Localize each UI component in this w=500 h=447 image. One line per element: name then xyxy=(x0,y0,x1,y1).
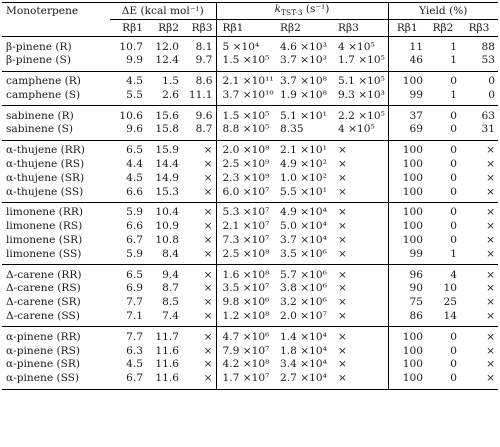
delta-e-r1: 6.5 xyxy=(126,268,143,281)
delta-e-r3: 11.1 xyxy=(188,88,213,101)
yield-r2: 0 xyxy=(450,144,457,157)
k-r3: × xyxy=(338,310,347,323)
k-r1: 4.7 ×10⁶ xyxy=(216,327,274,344)
k-tst-header xyxy=(216,3,388,20)
k-r2: 5.1 ×10¹ xyxy=(280,109,327,122)
k-r3: × xyxy=(338,358,347,371)
yield-r2: 0 xyxy=(450,220,457,233)
yield-r3: × xyxy=(486,234,495,247)
delta-e-r3: × xyxy=(203,220,213,233)
delta-e-r2: 10.9 xyxy=(155,220,179,233)
col-monoterpene-header: Monoterpene xyxy=(6,4,79,17)
delta-e-r2: 15.9 xyxy=(155,144,179,157)
yield-r3: × xyxy=(486,206,495,219)
yield-r2: 0 xyxy=(450,358,457,371)
delta-e-r3: 8.6 xyxy=(195,75,213,88)
monoterpene-name: limonene (SS) xyxy=(6,247,82,260)
monoterpene-name: limonene (RR) xyxy=(6,206,83,219)
yield-r3: × xyxy=(486,144,495,157)
delta-e-r2: 11.7 xyxy=(155,330,179,343)
delta-e-r3: 9.6 xyxy=(195,109,213,122)
k-r3: 1.7 ×10⁵ xyxy=(338,54,385,67)
delta-e-r3: × xyxy=(203,144,213,157)
delta-e-r3: × xyxy=(203,358,213,371)
delta-e-r2: 11.6 xyxy=(155,358,179,371)
delta-e-r1: 9.9 xyxy=(126,54,143,67)
yield-r2: 0 xyxy=(450,234,457,247)
k-r3: 4 ×10⁵ xyxy=(338,123,375,136)
yield-r3: 0 xyxy=(488,75,495,88)
table-row xyxy=(2,265,498,282)
monoterpene-name: Δ-carene (SR) xyxy=(6,296,81,309)
yield-r1: 100 xyxy=(388,203,426,220)
k-r3: × xyxy=(338,220,347,233)
yield-r3: × xyxy=(460,372,498,389)
yield-r2: 25 xyxy=(443,296,457,309)
table-row xyxy=(2,158,498,172)
yield-r2: 0 xyxy=(450,123,457,136)
yield-r3: × xyxy=(486,158,495,171)
k-symbol: k xyxy=(274,3,281,15)
monoterpene-name: β-pinene (S) xyxy=(6,54,71,67)
de-sub1: Rβ1 xyxy=(122,21,143,34)
k-r1: 2.3 ×10⁹ xyxy=(216,171,274,185)
delta-e-r1: 5.5 xyxy=(126,88,143,101)
k-r2: 3.2 ×10⁶ xyxy=(280,296,327,309)
monoterpene-name: α-pinene (RR) xyxy=(6,330,81,343)
k-r3: 5.1 ×10⁵ xyxy=(338,75,385,88)
k-r1: 6.0 ×10⁷ xyxy=(216,185,274,202)
empty-header-cell xyxy=(2,20,110,37)
table-row xyxy=(2,220,498,234)
y-sub1: Rβ1 xyxy=(388,20,426,37)
k-r1: 2.5 ×10⁹ xyxy=(216,158,274,172)
k-sub1: Rβ1 xyxy=(216,20,274,37)
monoterpene-name: camphene (S) xyxy=(6,88,81,101)
yield-r1: 46 xyxy=(388,54,426,71)
k-r1: 3.5 ×10⁷ xyxy=(216,282,274,296)
k-r3: × xyxy=(338,344,347,357)
table-row xyxy=(2,344,498,358)
monoterpene-name: Δ-carene (RR) xyxy=(6,268,82,281)
k-r1: 5 ×10⁴ xyxy=(216,37,274,54)
yield-r3: × xyxy=(486,296,495,309)
delta-e-r3: × xyxy=(203,296,213,309)
monoterpene-name: sabinene (S) xyxy=(6,123,73,136)
k-r1: 5.3 ×10⁷ xyxy=(216,203,274,220)
delta-e-r1: 9.6 xyxy=(126,123,143,136)
delta-e-r2: 15.8 xyxy=(155,123,179,136)
yield-r1: 100 xyxy=(388,372,426,389)
table-row xyxy=(2,372,498,389)
table-row xyxy=(2,358,498,372)
table-row xyxy=(2,296,498,310)
delta-e-r3: 9.7 xyxy=(195,54,213,67)
yield-r2: 10 xyxy=(443,282,457,295)
yield-r2: 1 xyxy=(450,88,457,101)
delta-e-r2: 15.6 xyxy=(155,109,179,122)
delta-e-r2: 8.4 xyxy=(162,247,179,260)
delta-e-r1: 7.7 xyxy=(126,330,143,343)
k-r3: × xyxy=(338,185,347,198)
yield-r3: × xyxy=(486,344,495,357)
k-r2: 1.8 ×10⁴ xyxy=(280,344,327,357)
yield-r1: 100 xyxy=(388,358,426,372)
monoterpene-name: sabinene (R) xyxy=(6,109,74,122)
delta-e-r1: 4.5 xyxy=(126,75,143,88)
delta-e-r1: 6.5 xyxy=(126,144,143,157)
yield-r1: 99 xyxy=(388,247,426,264)
yield-r2: 1 xyxy=(450,247,457,260)
k-r2: 8.35 xyxy=(280,123,304,136)
k-r3: 4 ×10⁵ xyxy=(338,40,375,53)
delta-e-r3: 8.7 xyxy=(195,123,213,136)
yield-r3: × xyxy=(486,171,495,184)
k-r2: 4.9 ×10⁴ xyxy=(280,206,327,219)
yield-r2: 0 xyxy=(450,109,457,122)
yield-r1: 37 xyxy=(388,106,426,123)
delta-e-r1: 6.9 xyxy=(126,282,143,295)
k-r2: 2.1 ×10¹ xyxy=(280,144,327,157)
yield-r3: 53 xyxy=(481,54,495,67)
k-r1: 9.8 ×10⁶ xyxy=(216,296,274,310)
header-row-1 xyxy=(2,3,498,20)
delta-e-r2: 1.5 xyxy=(162,75,179,88)
de-sub2: Rβ2 xyxy=(158,21,179,34)
k-r1: 7.3 ×10⁷ xyxy=(216,234,274,248)
yield-r1: 100 xyxy=(388,220,426,234)
table-row xyxy=(2,203,498,220)
monoterpene-name: α-pinene (SR) xyxy=(6,358,80,371)
delta-e-r1: 10.7 xyxy=(119,40,143,53)
delta-e-r1: 4.4 xyxy=(126,158,143,171)
yield-r2: 4 xyxy=(450,268,457,281)
k-r2: 3.7 ×10⁴ xyxy=(280,234,327,247)
table-row xyxy=(2,247,498,264)
delta-e-r3: × xyxy=(203,344,213,357)
yield-r3: × xyxy=(486,247,495,260)
delta-e-r2: 14.4 xyxy=(155,158,179,171)
k-r1: 2.1 ×10⁷ xyxy=(216,220,274,234)
k-subscript: TST-3 xyxy=(281,8,303,18)
delta-e-r2: 11.6 xyxy=(155,344,179,357)
delta-e-r3: × xyxy=(203,234,213,247)
delta-e-r2: 10.4 xyxy=(155,206,179,219)
table-row xyxy=(2,171,498,185)
monoterpene-name: α-pinene (RS) xyxy=(6,344,80,357)
delta-e-r2: 2.6 xyxy=(162,88,179,101)
delta-e-r3: × xyxy=(203,330,213,343)
delta-e-r1: 6.7 xyxy=(126,234,143,247)
k-r2: 1.4 ×10⁴ xyxy=(280,330,327,343)
k-r2: 5.0 ×10⁴ xyxy=(280,220,327,233)
table-row xyxy=(2,140,498,157)
k-r2: 2.0 ×10⁷ xyxy=(280,310,327,323)
delta-e-r3: × xyxy=(203,206,213,219)
delta-e-r2: 8.7 xyxy=(162,282,179,295)
y-sub2: Rβ2 xyxy=(432,21,454,34)
k-r3: × xyxy=(338,330,347,343)
yield-r2: 14 xyxy=(443,310,457,323)
yield-header xyxy=(388,3,498,20)
yield-r1: 100 xyxy=(388,158,426,172)
yield-r1: 86 xyxy=(388,310,426,327)
k-r1: 8.8 ×10⁵ xyxy=(216,123,274,140)
delta-e-r3: × xyxy=(203,310,213,323)
delta-e-r1: 7.7 xyxy=(126,296,143,309)
yield-r2: 0 xyxy=(450,330,457,343)
monoterpene-name: β-pinene (R) xyxy=(6,40,72,53)
k-r3: × xyxy=(338,296,347,309)
delta-e-r1: 6.6 xyxy=(126,220,143,233)
delta-e-r3: × xyxy=(203,185,213,198)
yield-r3: × xyxy=(486,220,495,233)
table-row xyxy=(2,185,498,202)
k-r1: 2.0 ×10⁸ xyxy=(216,140,274,157)
table-row xyxy=(2,89,498,106)
k-r3: 9.3 ×10³ xyxy=(338,88,385,101)
table-row xyxy=(2,54,498,71)
delta-e-r2: 8.5 xyxy=(162,296,179,309)
delta-e-r1: 4.5 xyxy=(126,358,143,371)
table-row xyxy=(2,123,498,140)
k-r3: 2.2 ×10⁵ xyxy=(338,109,385,122)
k-unit: (s⁻¹) xyxy=(302,3,330,15)
yield-r2: 0 xyxy=(450,158,457,171)
monoterpene-name: α-thujene (RR) xyxy=(6,144,85,157)
yield-r1: 100 xyxy=(388,140,426,157)
k-r1: 3.7 ×10¹⁰ xyxy=(216,89,274,106)
yield-r3: 63 xyxy=(481,109,495,122)
table-row xyxy=(2,106,498,123)
k-r1: 2.5 ×10⁸ xyxy=(216,247,274,264)
k-r2: 4.9 ×10² xyxy=(280,158,327,171)
delta-e-r3: × xyxy=(203,247,213,260)
k-r2: 2.7 ×10⁴ xyxy=(274,372,332,389)
delta-e-r1: 4.5 xyxy=(126,171,143,184)
table-row xyxy=(2,310,498,327)
k-r2: 5.7 ×10⁶ xyxy=(280,268,327,281)
delta-e-r3: 8.1 xyxy=(195,40,213,53)
header-row-2 xyxy=(2,20,498,37)
k-r3: × xyxy=(338,158,347,171)
yield-r1: 100 xyxy=(388,234,426,248)
k-r2: 3.7 ×10³ xyxy=(280,54,327,67)
yield-r1: 75 xyxy=(388,296,426,310)
delta-e-header-text: ΔE (kcal mol⁻¹) xyxy=(121,4,204,17)
delta-e-r3: × xyxy=(203,282,213,295)
table-row xyxy=(2,234,498,248)
k-r3: × xyxy=(338,171,347,184)
k-sub3: Rβ3 xyxy=(338,21,359,34)
yield-r1: 69 xyxy=(388,123,426,140)
k-sub2: Rβ2 xyxy=(280,21,301,34)
yield-r1: 100 xyxy=(388,171,426,185)
yield-r2: 0 xyxy=(450,206,457,219)
yield-r3: × xyxy=(486,282,495,295)
table-row xyxy=(2,71,498,88)
k-r2: 3.7 ×10⁸ xyxy=(280,75,327,88)
yield-r3: 31 xyxy=(481,123,495,136)
yield-r3: × xyxy=(486,185,495,198)
delta-e-r3: × xyxy=(203,171,213,184)
yield-header-text: Yield (%) xyxy=(419,4,468,17)
delta-e-r1: 7.1 xyxy=(126,310,143,323)
k-r1: 1.5 ×10⁵ xyxy=(216,54,274,71)
k-r3: × xyxy=(338,144,347,157)
delta-e-r2: 7.4 xyxy=(162,310,179,323)
yield-r2: 0 xyxy=(450,185,457,198)
delta-e-r2: 11.6 xyxy=(146,372,182,389)
delta-e-r1: 10.6 xyxy=(119,109,143,122)
k-r3: × xyxy=(338,206,347,219)
k-r2: 1.0 ×10² xyxy=(280,171,327,184)
k-r1: 1.7 ×10⁷ xyxy=(216,372,274,389)
k-r2: 1.9 ×10⁸ xyxy=(280,88,327,101)
delta-e-r3: × xyxy=(203,268,213,281)
monoterpene-name: α-pinene (SS) xyxy=(2,372,110,389)
k-r1: 1.5 ×10⁵ xyxy=(216,106,274,123)
yield-r2: 0 xyxy=(450,75,457,88)
yield-r3: 88 xyxy=(481,40,495,53)
monoterpene-name: Δ-carene (SS) xyxy=(6,310,80,323)
k-r3: × xyxy=(338,247,347,260)
monoterpene-name: Δ-carene (RS) xyxy=(6,282,81,295)
k-r1: 1.2 ×10⁸ xyxy=(216,310,274,327)
yield-r2: 1 xyxy=(450,40,457,53)
monoterpene-name: limonene (RS) xyxy=(6,220,83,233)
delta-e-r2: 10.8 xyxy=(155,234,179,247)
yield-r3: × xyxy=(486,358,495,371)
delta-e-r1: 6.6 xyxy=(126,185,143,198)
delta-e-r2: 14.9 xyxy=(155,171,179,184)
monoterpene-name: α-thujene (SR) xyxy=(6,171,85,184)
yield-r3: × xyxy=(486,268,495,281)
yield-r3: × xyxy=(486,310,495,323)
k-r3: × xyxy=(338,268,347,281)
k-r2: 3.4 ×10⁴ xyxy=(280,358,327,371)
delta-e-r2: 9.4 xyxy=(162,268,179,281)
monoterpene-table xyxy=(2,2,498,390)
k-r3: × xyxy=(338,234,347,247)
yield-r2: 0 xyxy=(450,171,457,184)
delta-e-r3: × xyxy=(203,158,213,171)
k-r2: 3.8 ×10⁶ xyxy=(280,282,327,295)
delta-e-r1: 6.7 xyxy=(110,372,146,389)
yield-r3: × xyxy=(486,330,495,343)
delta-e-r1: 5.9 xyxy=(126,247,143,260)
delta-e-r1: 6.3 xyxy=(126,344,143,357)
delta-e-r1: 5.9 xyxy=(126,206,143,219)
k-r1: 4.2 ×10⁸ xyxy=(216,358,274,372)
k-r2: 4.6 ×10³ xyxy=(280,40,327,53)
yield-r1: 96 xyxy=(388,265,426,282)
k-r2: 5.5 ×10¹ xyxy=(280,185,327,198)
delta-e-r3: × xyxy=(182,372,216,389)
table-row xyxy=(2,327,498,344)
k-r3: × xyxy=(338,282,347,295)
yield-r1: 99 xyxy=(388,89,426,106)
delta-e-header xyxy=(110,3,216,20)
k-r1: 7.9 ×10⁷ xyxy=(216,344,274,358)
delta-e-r2: 12.4 xyxy=(155,54,179,67)
monoterpene-name: α-thujene (RS) xyxy=(6,158,85,171)
k-r2: 3.5 ×10⁶ xyxy=(280,247,327,260)
y-sub3: Rβ3 xyxy=(468,21,490,34)
yield-r2: 0 xyxy=(426,372,460,389)
yield-r3: 0 xyxy=(488,88,495,101)
yield-r1: 100 xyxy=(388,185,426,202)
monoterpene-name: limonene (SR) xyxy=(6,234,83,247)
yield-r1: 11 xyxy=(388,37,426,54)
delta-e-r2: 12.0 xyxy=(155,40,179,53)
monoterpene-name: camphene (R) xyxy=(6,75,81,88)
k-r3: × xyxy=(332,372,388,389)
yield-r1: 100 xyxy=(388,344,426,358)
yield-r2: 0 xyxy=(450,344,457,357)
table-row xyxy=(2,37,498,54)
yield-r1: 100 xyxy=(388,71,426,88)
table-body xyxy=(2,37,498,390)
delta-e-r2: 15.3 xyxy=(155,185,179,198)
yield-r1: 100 xyxy=(388,327,426,344)
k-r1: 1.6 ×10⁸ xyxy=(216,265,274,282)
table-row xyxy=(2,282,498,296)
monoterpene-name: α-thujene (SS) xyxy=(6,185,84,198)
yield-r2: 1 xyxy=(450,54,457,67)
de-sub3: Rβ3 xyxy=(191,21,213,34)
k-r1: 2.1 ×10¹¹ xyxy=(216,71,274,88)
yield-r1: 90 xyxy=(388,282,426,296)
